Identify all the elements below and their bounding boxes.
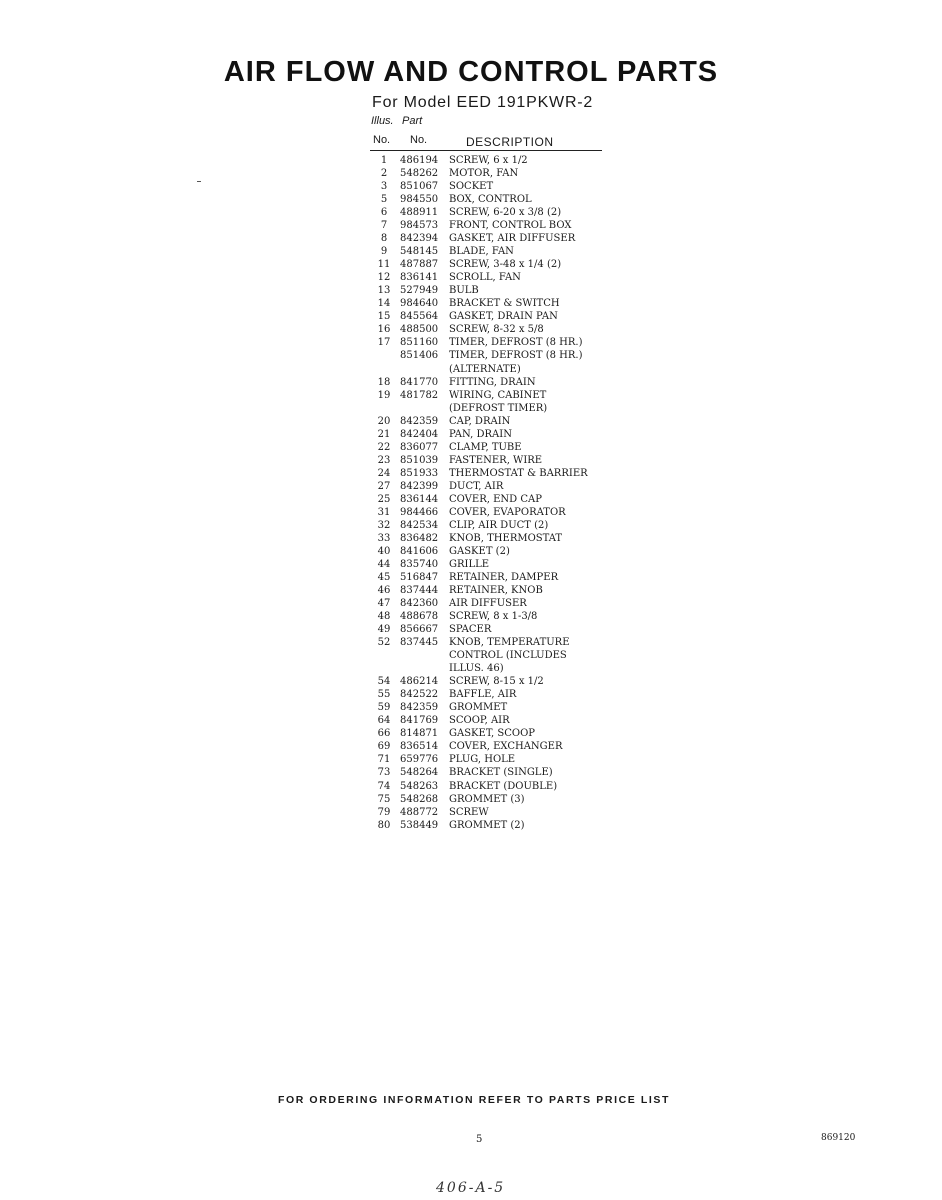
parts-row [368,167,608,180]
parts-row [368,376,608,389]
parts-row [368,584,608,597]
illus-number [368,363,400,376]
parts-row [368,180,608,193]
part-description: CLIP, AIR DUCT (2) [449,519,549,531]
parts-row [368,493,608,506]
part-number: 841770 [400,376,439,388]
parts-row [368,454,608,467]
parts-row [368,675,608,688]
illus-number: 32 [377,519,391,531]
part-number: 842522 [400,689,439,701]
illus-number [368,402,400,415]
part-number: 836077 [400,441,439,453]
page-title: AIR FLOW AND CONTROL PARTS [223,56,719,88]
illus-number: 64 [377,715,391,727]
part-description: TIMER, DEFROST (8 HR.) [449,350,583,362]
part-description: (DEFROST TIMER) [449,402,548,414]
illus-number: 59 [377,702,391,714]
illus-number: 2 [380,168,388,180]
parts-row [368,428,608,441]
parts-row [368,336,608,349]
illus-number: 31 [377,506,391,518]
illus-number: 3 [380,181,388,193]
part-number [400,662,449,675]
parts-row [368,506,608,519]
parts-row [368,389,608,402]
part-description: RETAINER, KNOB [449,585,543,597]
part-description: (ALTERNATE) [449,363,521,375]
parts-row [368,349,608,362]
illus-number: 13 [377,285,391,297]
illus-number: 5 [380,194,388,206]
part-description: BRACKET & SWITCH [449,298,560,310]
part-description: PAN, DRAIN [449,428,512,440]
part-number: 481782 [400,389,439,401]
parts-row [368,532,608,545]
part-number: 984573 [400,220,439,232]
part-number: 548264 [400,767,439,779]
part-number: 488911 [400,207,439,219]
part-number: 841769 [400,715,439,727]
illus-number: 33 [377,532,391,544]
part-number [400,649,449,662]
part-description: GASKET (2) [449,545,510,557]
parts-row [368,323,608,336]
illus-number: 24 [377,467,391,479]
page-number: 5 [476,1134,483,1145]
illus-number: 40 [377,545,391,557]
illus-number: 45 [377,572,391,583]
illus-column-header: No. [373,134,391,146]
part-number: 486194 [400,155,439,166]
parts-row [368,649,608,662]
illus-number: 1 [380,155,388,166]
illus-number: 15 [377,311,391,323]
part-number: 837444 [400,585,439,597]
part-number: 984550 [400,194,439,206]
parts-row [368,545,608,558]
part-number: 548268 [400,793,439,805]
document-number: 869120 [821,1133,856,1143]
ordering-footer: FOR ORDERING INFORMATION REFER TO PARTS PRICE LIST [277,1094,671,1106]
part-number: 488678 [400,611,439,623]
parts-row [368,297,608,310]
parts-row [368,558,608,571]
part-number: 842359 [400,702,439,714]
parts-row [368,271,608,284]
illus-number: 6 [380,207,388,219]
part-number: 487887 [400,259,439,271]
parts-row [368,519,608,532]
parts-row [368,597,608,610]
model-subtitle: For Model EED 191PKWR-2 [372,94,594,111]
parts-row [368,441,608,454]
part-description: COVER, END CAP [449,493,542,505]
parts-row [368,662,608,675]
part-number: 842534 [400,519,439,531]
parts-row [368,402,608,415]
illus-number [368,662,400,675]
illus-number: 7 [380,220,388,232]
part-number: 842394 [400,233,439,245]
part-number: 486214 [400,676,439,688]
part-number: 488500 [400,324,439,336]
parts-row [368,688,608,701]
part-description: SCREW, 6 x 1/2 [449,155,528,166]
part-description: COVER, EXCHANGER [449,741,563,753]
parts-row [368,154,608,167]
illus-number: 19 [377,389,391,401]
part-description: BLADE, FAN [449,246,514,258]
illus-number: 74 [377,780,391,792]
illus-number: 54 [377,676,391,688]
parts-row [368,571,608,584]
illus-number: 80 [377,819,391,831]
handwritten-note: 406-A-5 [436,1180,506,1196]
part-description: SCREW, 8-32 x 5/8 [449,324,544,336]
part-number: 527949 [400,285,439,297]
part-description: FITTING, DRAIN [449,376,536,388]
parts-row [368,258,608,271]
parts-row [368,766,608,779]
parts-row [368,310,608,323]
parts-row [368,284,608,297]
part-number: 836514 [400,741,439,753]
part-description: SCREW [449,806,489,818]
part-description: BAFFLE, AIR [449,689,517,701]
part-description: SCREW, 3-48 x 1/4 (2) [449,259,562,271]
parts-row [368,701,608,714]
parts-row [368,714,608,727]
illus-number: 21 [377,428,391,440]
part-number: 842404 [400,428,439,440]
parts-row [368,727,608,740]
part-description: BOX, CONTROL [449,194,532,206]
part-number: 516847 [400,572,439,583]
part-number: 814871 [400,728,439,740]
part-number: 836141 [400,272,439,284]
part-description: COVER, EVAPORATOR [449,506,566,518]
description-column-header: DESCRIPTION [466,135,554,149]
illus-number: 25 [377,493,391,505]
part-number: 851067 [400,181,439,193]
part-number: 984640 [400,298,439,310]
part-number: 851160 [400,337,439,349]
part-number [400,402,449,415]
parts-row [368,206,608,219]
part-description: FRONT, CONTROL BOX [449,220,572,232]
part-description: CONTROL (INCLUDES [449,650,567,662]
parts-row [368,219,608,232]
part-number: 835740 [400,558,439,570]
illus-number: 66 [377,728,391,740]
illus-number: 79 [377,806,391,818]
illus-number: 48 [377,611,391,623]
illus-number: 75 [377,793,391,805]
part-number: 841606 [400,545,439,557]
parts-row [368,819,608,832]
part-description: FASTENER, WIRE [449,454,543,466]
part-description: MOTOR, FAN [449,168,519,180]
part-description: BRACKET (DOUBLE) [449,780,558,792]
part-description: GRILLE [449,558,490,570]
part-number: 488772 [400,806,439,818]
part-column-header-top: Part [402,115,423,127]
parts-row [368,780,608,793]
part-description: GROMMET [449,702,508,714]
part-column-header: No. [410,134,428,146]
parts-row [368,806,608,819]
part-number: 842399 [400,480,439,492]
part-description: CLAMP, TUBE [449,441,522,453]
illus-number [368,349,400,362]
part-description: RETAINER, DAMPER [449,572,559,583]
illus-number: 47 [377,598,391,610]
part-description: KNOB, THERMOSTAT [449,532,563,544]
parts-row [368,636,608,649]
parts-row [368,232,608,245]
part-description: SCROLL, FAN [449,272,521,284]
parts-list [368,154,608,832]
part-description: WIRING, CABINET [449,389,547,401]
part-description: BRACKET (SINGLE) [449,767,553,779]
illus-number [368,649,400,662]
illus-number: 23 [377,454,391,466]
illus-number: 69 [377,741,391,753]
part-number: 538449 [400,819,439,831]
part-number: 548263 [400,780,439,792]
parts-row [368,740,608,753]
illus-number: 14 [377,298,391,310]
part-description: SCREW, 8 x 1-3/8 [449,611,538,623]
illus-number: 73 [377,767,391,779]
illus-number: 55 [377,689,391,701]
part-description: SCREW, 8-15 x 1/2 [449,676,544,688]
part-description: GROMMET (2) [449,819,525,831]
parts-row [368,610,608,623]
parts-row [368,480,608,493]
illus-number: 52 [377,637,391,649]
illus-number: 18 [377,376,391,388]
part-description: SPACER [449,624,492,636]
parts-row [368,245,608,258]
part-number: 856667 [400,624,439,636]
part-description: GASKET, DRAIN PAN [449,311,558,323]
part-number: 851406 [400,350,439,362]
illus-number: 71 [377,754,391,766]
part-description: SOCKET [449,181,494,193]
part-number: 851039 [400,454,439,466]
illus-number: 11 [377,259,391,271]
illus-number: 20 [377,415,391,427]
part-description: THERMOSTAT & BARRIER [449,467,588,479]
part-description: ILLUS. 46) [449,663,504,675]
part-description: GASKET, AIR DIFFUSER [449,233,576,245]
parts-row [368,363,608,376]
part-number: 548145 [400,246,439,258]
part-description: CAP, DRAIN [449,415,511,427]
part-description: TIMER, DEFROST (8 HR.) [449,337,583,349]
illus-number: 27 [377,480,391,492]
part-description: KNOB, TEMPERATURE [449,637,570,649]
part-description: BULB [449,285,479,297]
part-number: 984466 [400,506,439,518]
part-description: SCOOP, AIR [449,715,510,727]
part-number: 548262 [400,168,439,180]
illus-number: 8 [380,233,388,245]
parts-row [368,793,608,806]
part-number: 836144 [400,493,439,505]
illus-number: 16 [377,324,391,336]
part-description: DUCT, AIR [449,480,504,492]
part-description: SCREW, 6-20 x 3/8 (2) [449,207,562,219]
part-description: GROMMET (3) [449,793,525,805]
header-rule [370,150,602,151]
parts-row [368,623,608,636]
illus-number: 44 [377,558,391,570]
illus-number: 22 [377,441,391,453]
part-number: 842359 [400,415,439,427]
illus-column-header-top: Illus. [371,115,394,127]
part-number: 851933 [400,467,439,479]
part-number [400,363,449,376]
part-description: GASKET, SCOOP [449,728,536,740]
illus-number: 49 [377,624,391,636]
illus-number: 46 [377,585,391,597]
part-number: 842360 [400,598,439,610]
part-number: 836482 [400,532,439,544]
part-description: PLUG, HOLE [449,754,516,766]
parts-row [368,193,608,206]
illus-number: 12 [377,272,391,284]
illus-number: 17 [377,337,391,349]
scan-mark [197,181,201,182]
parts-row [368,467,608,480]
parts-row [368,753,608,766]
illus-number: 9 [380,246,388,258]
parts-row [368,415,608,428]
part-number: 659776 [400,754,439,766]
part-number: 837445 [400,637,439,649]
part-description: AIR DIFFUSER [449,598,527,610]
part-number: 845564 [400,311,439,323]
